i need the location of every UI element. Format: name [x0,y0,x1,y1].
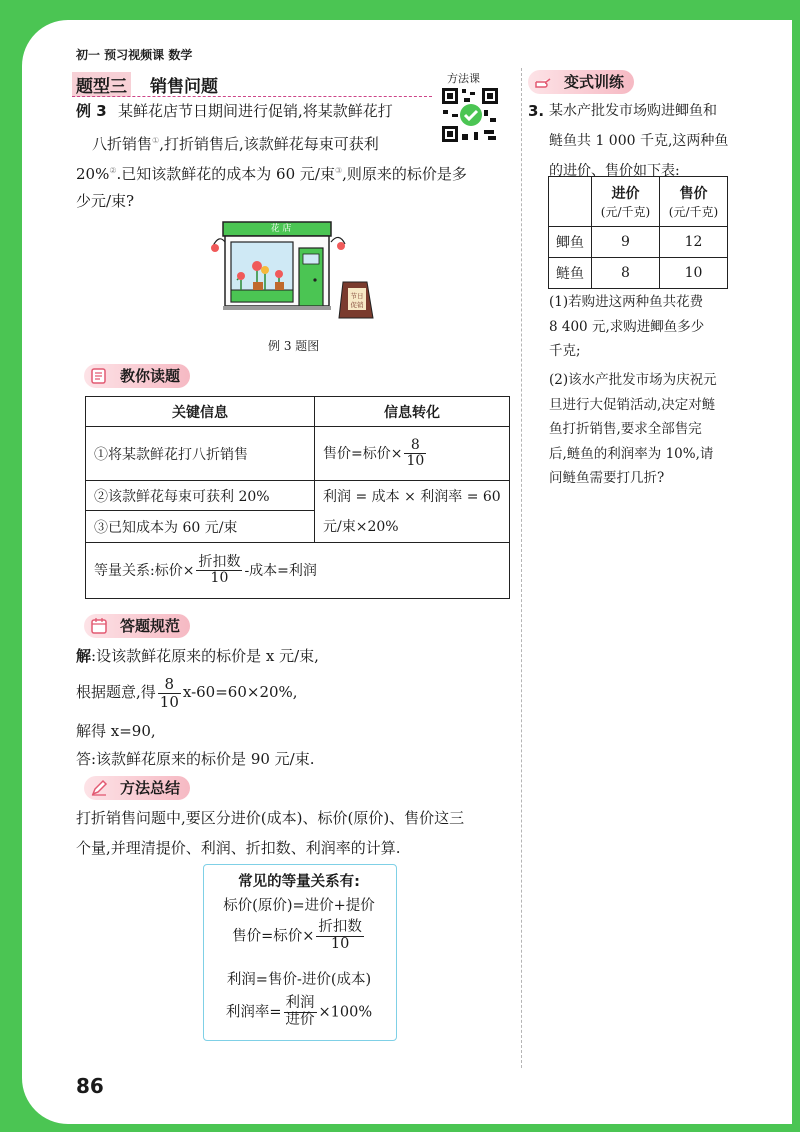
frac-den: 10 [406,453,425,469]
example-line-3-a: 20% [76,165,110,183]
variant-q1-line: (1)若购进这两种鱼共花费 [549,294,704,310]
read-table [85,396,510,599]
promo-board-line-1: 节日 [350,292,364,300]
book-icon [90,367,108,385]
frac-num: 8 [404,438,426,454]
example-line-2-b: ,打折销售后,该款鲜花每束可获利 [159,135,379,153]
answer-line-2 [76,676,298,710]
example-line-2-a: 八折销售 [92,135,153,153]
fish-row-sell: 12 [660,227,728,258]
read-header-conv: 信息转化 [315,397,510,427]
promo-board-line-2: 促销 [350,301,364,309]
variant-q2-line: (2)该水产批发市场为庆祝元 [549,372,717,388]
read-title-text: 教你读题 [120,367,181,385]
buy-price-unit: (元/千克) [600,205,651,219]
read-row23-conv-b: 元/束×20% [323,518,399,535]
example-label: 例 3 [76,102,107,120]
shop-sign: 花 店 [270,224,292,234]
read-row23-conv-a: 利润 = 成本 × 利润率 = 60 [323,488,501,505]
fraction [404,438,426,470]
read-row1-conv [315,427,510,481]
frac-den: 10 [210,570,229,586]
example-line-3-b: .已知该款鲜花的成本为 60 元/束 [116,165,335,183]
method-line-1: 打折销售问题中,要区分进价(成本)、标价(原价)、售价这三 [76,809,465,827]
variant-q2 [549,368,749,491]
calendar-icon [90,617,108,635]
pointing-hand-icon [534,73,552,91]
section-tag: 题型三 [72,72,131,97]
variant-line-1: 某水产批发市场购进鲫鱼和 [549,103,717,119]
variant-line-3: 的进价、售价如下表: [549,163,680,179]
variant-number: 3. [528,102,545,120]
formula-3: 利润=售价-进价(成本) [226,972,372,988]
fraction [196,555,242,587]
example-line-1: 某鲜花店节日期间进行促销,将某款鲜花打 [118,102,393,120]
eq-prefix: 等量关系:标价× [94,562,195,579]
frac-num: 折扣数 [318,919,362,935]
eq-suffix: -成本=利润 [244,562,317,579]
fish-price-table [548,176,728,289]
mark-2: ② [109,166,117,175]
method-title [84,776,190,800]
frac-den: 10 [330,935,350,952]
fish-row-sell: 10 [660,258,728,289]
method-line-2: 个量,并理清提价、利润、折扣数、利润率的计算. [76,839,401,857]
variant-q2-line: 问鲢鱼需要打几折? [549,470,665,486]
fish-row-name: 鲢鱼 [549,258,592,289]
answer-line-2-suffix: x-60=60×20%, [182,683,298,701]
mark-1: ① [152,136,160,145]
read-row3-key: ③已知成本为 60 元/束 [86,511,315,543]
qr-code-icon[interactable] [440,86,500,144]
figure-caption: 例 3 题图 [268,339,320,353]
fraction [158,676,181,710]
variant-title [528,70,634,94]
frac-den: 进价 [285,1011,315,1028]
variant-q2-line: 旦进行大促销活动,决定对鲢 [549,396,716,413]
frac-num: 折扣数 [198,553,241,570]
formula-4 [203,996,395,1029]
example-line-3 [76,156,467,189]
variant-q2-line: 鱼打折销售,要求全部售完 [549,421,702,437]
answer-line-1 [76,641,319,671]
fish-row-name: 鲫鱼 [549,227,592,258]
read-header-key: 关键信息 [86,397,315,427]
answer-line-4: 答:该款鲜花原来的标价是 90 元/束. [76,750,315,768]
read-equation [86,543,510,599]
variant-q1-line: 8 400 元,求购进鲫鱼多少 [549,318,705,335]
read-row2-key: ②该款鲜花每束可获利 20% [86,481,315,511]
column-divider [521,68,522,1068]
fish-table-corner [549,177,592,227]
answer-title [84,614,190,638]
variant-q1 [549,290,749,364]
buy-price-label: 进价 [611,186,640,202]
formula-4-prefix: 利润率= [225,1004,282,1021]
sell-price-unit: (元/千克) [668,205,719,219]
frac-num: 利润 [285,995,315,1011]
sell-price-label: 售价 [679,186,708,202]
pen-icon [90,779,108,797]
mark-3: ③ [334,166,343,175]
fish-row-buy: 8 [592,258,660,289]
formula-box-title: 常见的等量关系有: [238,874,360,890]
read-row1-key: ①将某款鲜花打八折销售 [86,427,315,481]
page-header: 初一 预习视频课 数学 [76,48,193,62]
fish-row-buy: 9 [592,227,660,258]
answer-line-3: 解得 x=90, [76,722,156,740]
variant-line-2: 鲢鱼共 1 000 千克,这两种鱼 [549,133,729,149]
answer-label: 解 [76,647,92,665]
read-row1-conv-text: 售价=标价× [323,445,403,462]
formula-1: 标价(原价)=进价+提价 [223,898,375,914]
example-line-3-c: ,则原来的标价是多 [342,165,467,183]
variant-q2-line: 后,鲢鱼的利润率为 10%,请 [549,445,714,462]
formula-4-suffix: ×100% [318,1004,373,1021]
fraction [284,996,317,1029]
answer-title-text: 答题规范 [120,617,181,635]
section-title: 销售问题 [150,77,218,97]
answer-line-2-prefix: 根据题意,得 [76,683,156,701]
formula-2 [203,920,395,953]
variant-q1-line: 千克; [549,343,581,359]
read-title [84,364,190,388]
example-line-2 [92,126,379,159]
fish-header-sell [660,177,728,227]
example-line-4: 少元/束? [76,192,135,210]
qr-label: 方法课 [447,72,480,85]
read-row23-conv [315,481,510,543]
page-number: 86 [76,1074,104,1098]
frac-num: 8 [158,676,181,694]
fish-header-buy [592,177,660,227]
variant-title-text: 变式训练 [564,73,625,91]
method-title-text: 方法总结 [120,779,181,797]
formula-2-prefix: 售价=标价× [232,928,315,945]
frac-den: 10 [159,692,179,711]
answer-line-1-text: :设该款鲜花原来的标价是 x 元/束, [91,647,319,665]
fraction [316,920,364,953]
